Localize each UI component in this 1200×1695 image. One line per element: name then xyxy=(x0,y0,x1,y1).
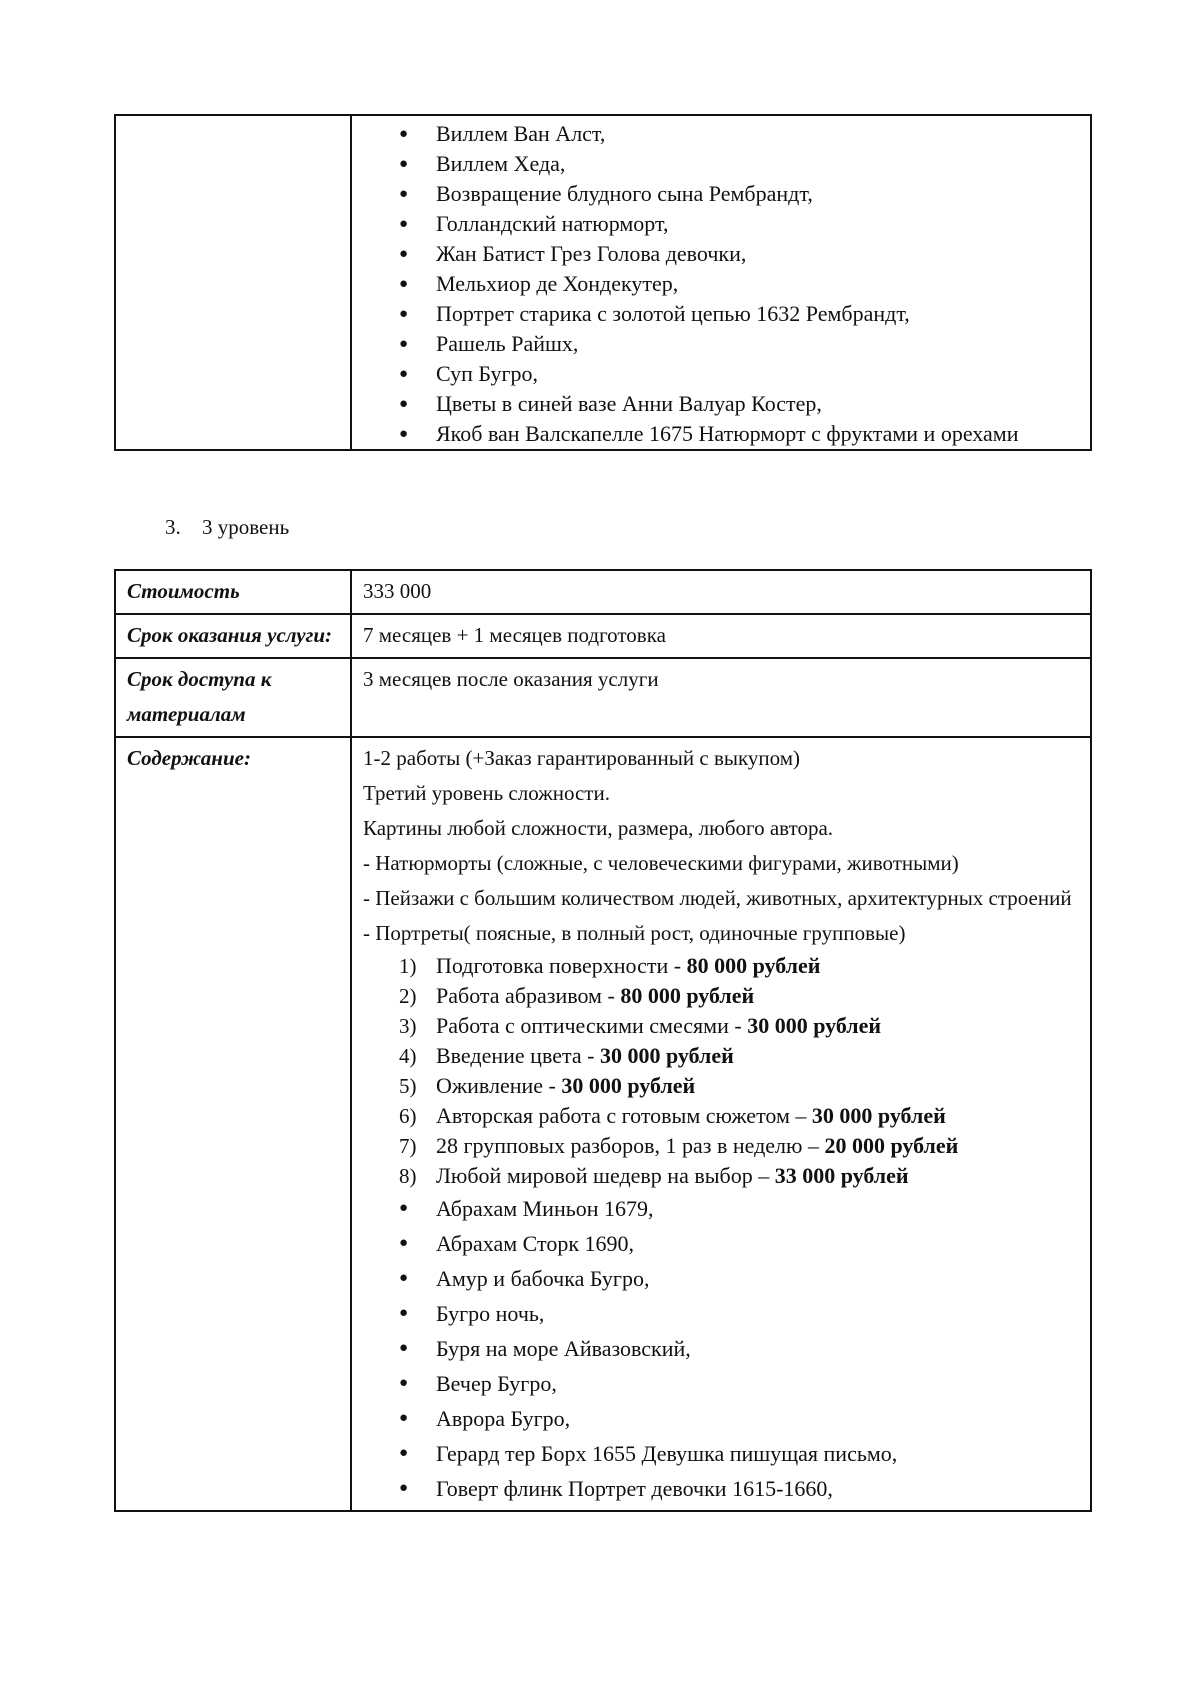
item-price: 30 000 рублей xyxy=(599,1043,734,1068)
item-text: Любой мировой шедевр на выбор xyxy=(436,1163,759,1188)
list-item: ● Рашель Райшх, xyxy=(363,329,1080,359)
item-price: 30 000 рублей xyxy=(747,1013,882,1038)
list-item: ● Голландский натюрморт, xyxy=(363,209,1080,239)
item-price: 30 000 рублей xyxy=(811,1103,946,1128)
content-line: - Пейзажи с большим количеством людей, животных, архитектурных строений xyxy=(363,886,1072,910)
content-line: 1-2 работы (+Заказ гарантированный с выкупом) xyxy=(363,746,801,770)
item-number: 5) xyxy=(399,1074,417,1098)
list-item: ● Портрет старика с золотой цепью 1632 Рембрандт, xyxy=(363,299,1080,329)
price-item xyxy=(363,981,1080,1011)
cost-value: 333 000 xyxy=(363,579,432,603)
item-sep: – xyxy=(758,1163,775,1188)
artworks-list xyxy=(363,119,1080,449)
price-item xyxy=(363,1011,1080,1041)
item-price: 80 000 рублей xyxy=(620,983,755,1008)
list-item: ● Бугро ночь, xyxy=(363,1296,1080,1331)
artworks-table-continued xyxy=(114,114,1092,451)
content-cell xyxy=(352,738,1090,1510)
item-text: Введение цвета xyxy=(436,1043,588,1068)
cost-label: Стоимость xyxy=(116,571,352,613)
price-item xyxy=(363,1161,1080,1191)
list-item: ● Цветы в синей вазе Анни Валуар Костер, xyxy=(363,389,1080,419)
item-number: 3) xyxy=(399,1014,417,1038)
table-row xyxy=(116,657,1090,736)
list-item: ● Виллем Хеда, xyxy=(363,149,1080,179)
table-row xyxy=(116,571,1090,613)
list-item: ● Возвращение блудного сына Рембрандт, xyxy=(363,179,1080,209)
table-row xyxy=(116,116,1090,449)
content-line: Картины любой сложности, размера, любого автора. xyxy=(363,816,834,840)
item-price: 20 000 рублей xyxy=(824,1133,959,1158)
list-item: ● Говерт флинк Портрет девочки 1615-1660, xyxy=(363,1471,1080,1506)
price-list xyxy=(363,951,1080,1191)
item-text: Подготовка поверхности xyxy=(436,953,674,978)
item-text: 28 групповых разборов, 1 раз в неделю xyxy=(436,1133,808,1158)
item-text: Работа абразивом xyxy=(436,983,608,1008)
list-item: ● Герард тер Борх 1655 Девушка пишущая письмо, xyxy=(363,1436,1080,1471)
price-item xyxy=(363,951,1080,981)
content-line: Третий уровень сложности. xyxy=(363,781,610,805)
item-number: 7) xyxy=(399,1134,417,1158)
term-value: 7 месяцев + 1 месяцев подготовка xyxy=(363,623,666,647)
item-text: Оживление xyxy=(436,1073,549,1098)
item-price: 30 000 рублей xyxy=(561,1073,696,1098)
list-item: ● Абрахам Миньон 1679, xyxy=(363,1191,1080,1226)
list-item: ● Суп Бугро, xyxy=(363,359,1080,389)
content-line: - Портреты( поясные, в полный рост, одиночные групповые) xyxy=(363,921,906,945)
list-item: ● Абрахам Сторк 1690, xyxy=(363,1226,1080,1261)
list-item: ● Виллем Ван Алст, xyxy=(363,119,1080,149)
item-sep: – xyxy=(807,1133,825,1158)
price-item xyxy=(363,1101,1080,1131)
content-label: Содержание: xyxy=(116,738,352,1510)
section-title: 3 уровень xyxy=(202,515,290,539)
artworks-cell xyxy=(352,116,1090,449)
item-sep: - xyxy=(734,1013,748,1038)
item-number: 6) xyxy=(399,1104,417,1128)
price-item xyxy=(363,1071,1080,1101)
item-number: 1) xyxy=(399,954,417,978)
list-item: ● Амур и бабочка Бугро, xyxy=(363,1261,1080,1296)
list-item: ● Мельхиор де Хондекутер, xyxy=(363,269,1080,299)
table-row xyxy=(116,613,1090,657)
masterpieces-list xyxy=(363,1191,1080,1506)
item-text: Работа с оптическими смесями xyxy=(436,1013,735,1038)
item-text: Авторская работа с готовым сюжетом xyxy=(436,1103,796,1128)
item-price: 80 000 рублей xyxy=(686,953,821,978)
item-sep: - xyxy=(673,953,687,978)
level3-table xyxy=(114,569,1092,1512)
table-row xyxy=(116,736,1090,1510)
item-sep: - xyxy=(607,983,621,1008)
list-item: ● Аврора Бугро, xyxy=(363,1401,1080,1436)
price-item xyxy=(363,1041,1080,1071)
section-number: 3. xyxy=(165,515,181,539)
item-number: 2) xyxy=(399,984,417,1008)
access-label: Срок доступа к материалам xyxy=(116,659,352,736)
item-number: 8) xyxy=(399,1164,417,1188)
list-item: ● Якоб ван Валскапелле 1675 Натюрморт с фруктами и орехами xyxy=(363,419,1080,449)
content-line: - Натюрморты (сложные, с человеческими фигурами, животными) xyxy=(363,851,959,875)
list-item: ● Вечер Бугро, xyxy=(363,1366,1080,1401)
empty-label-cell xyxy=(116,116,352,449)
list-item: ● Буря на море Айвазовский, xyxy=(363,1331,1080,1366)
item-number: 4) xyxy=(399,1044,417,1068)
list-item: ● Жан Батист Грез Голова девочки, xyxy=(363,239,1080,269)
access-value: 3 месяцев после оказания услуги xyxy=(363,667,659,691)
section-heading xyxy=(165,512,289,542)
term-label: Срок оказания услуги: xyxy=(116,615,352,657)
item-sep: - xyxy=(548,1073,562,1098)
item-sep: - xyxy=(587,1043,600,1068)
item-sep: – xyxy=(795,1103,812,1128)
item-price: 33 000 рублей xyxy=(774,1163,909,1188)
price-item xyxy=(363,1131,1080,1161)
